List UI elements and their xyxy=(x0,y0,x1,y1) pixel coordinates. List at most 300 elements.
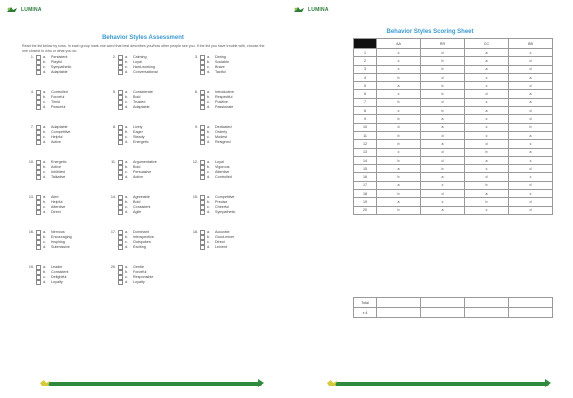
option-letter: c. xyxy=(207,205,210,210)
question-number: 6. xyxy=(194,90,198,95)
option-letter: d. xyxy=(125,245,129,250)
question-number: 12. xyxy=(192,160,198,165)
option-checkbox[interactable] xyxy=(36,70,41,75)
column-header: BB xyxy=(509,39,553,49)
table-row xyxy=(354,123,553,131)
total-input-cell[interactable] xyxy=(509,298,553,308)
question-block xyxy=(188,125,266,156)
question-block xyxy=(188,195,266,226)
table-row xyxy=(354,206,553,214)
lumina-logo-icon xyxy=(293,6,305,13)
score-cell: a xyxy=(377,165,421,173)
option-word: Dedicated xyxy=(215,125,232,130)
score-cell: b xyxy=(421,82,465,90)
option-letter: d. xyxy=(43,70,47,75)
assessment-instructions: Read the list below by rows. In each group mark one word that best describes you/how other people see you. If the list you have trouble with, choose the one closest to who or what you do. xyxy=(22,44,265,53)
score-cell: c xyxy=(377,65,421,73)
option-letter: d. xyxy=(125,140,129,145)
row-number: 16 xyxy=(354,173,377,181)
score-cell: c xyxy=(465,73,509,81)
score-cell: d xyxy=(509,198,553,206)
score-cell: c xyxy=(465,123,509,131)
table-row xyxy=(354,173,553,181)
option-letter: d. xyxy=(43,140,47,145)
score-cell: a xyxy=(377,181,421,189)
table-row xyxy=(354,82,553,90)
score-cell: a xyxy=(509,98,553,106)
score-cell: a xyxy=(421,123,465,131)
option-checkbox[interactable] xyxy=(118,280,123,285)
option-letter: b. xyxy=(43,235,47,240)
question-number: 10. xyxy=(28,160,34,165)
score-cell: b xyxy=(421,57,465,65)
score-cell: c xyxy=(509,156,553,164)
question-number: 1. xyxy=(30,55,34,60)
score-cell: c xyxy=(377,49,421,57)
option-row[interactable] xyxy=(188,140,266,145)
score-cell: d xyxy=(509,65,553,73)
score-cell: c xyxy=(465,98,509,106)
option-checkbox[interactable] xyxy=(36,210,41,215)
totals-table xyxy=(353,297,553,318)
scoring-page xyxy=(287,0,573,398)
option-word: Agile xyxy=(133,210,142,215)
option-word: Timid xyxy=(51,100,60,105)
option-word: Active xyxy=(51,165,62,170)
option-letter: b. xyxy=(125,130,129,135)
option-letter: d. xyxy=(207,175,211,180)
option-checkbox[interactable] xyxy=(36,280,41,285)
option-letter: b. xyxy=(207,130,211,135)
score-cell: b xyxy=(377,156,421,164)
question-block xyxy=(24,160,102,191)
score-cell: b xyxy=(465,198,509,206)
option-word: Cheerful xyxy=(215,205,229,210)
option-checkbox[interactable] xyxy=(36,245,41,250)
option-word: Passionate xyxy=(215,105,234,110)
option-letter: a. xyxy=(125,195,129,200)
option-word: Bold xyxy=(133,200,141,205)
option-letter: c. xyxy=(207,240,210,245)
option-row[interactable] xyxy=(188,105,266,110)
option-letter: d. xyxy=(43,210,47,215)
option-letter: c. xyxy=(207,100,210,105)
option-row[interactable] xyxy=(188,210,266,215)
option-word: Submissive xyxy=(51,245,70,250)
table-row xyxy=(354,73,553,81)
option-letter: d. xyxy=(207,210,211,215)
question-number: 15. xyxy=(192,195,198,200)
total-input-cell[interactable] xyxy=(421,298,465,308)
score-cell: d xyxy=(421,148,465,156)
row-number: 5 xyxy=(354,82,377,90)
option-letter: b. xyxy=(125,270,129,275)
table-row xyxy=(354,131,553,139)
option-word: Nervous xyxy=(51,230,65,235)
option-letter: c. xyxy=(43,135,46,140)
option-letter: c. xyxy=(125,170,128,175)
option-word: Helpful xyxy=(51,200,63,205)
brand-logo xyxy=(293,6,329,13)
assessment-title: Behavior Styles Assessment xyxy=(102,35,184,41)
option-checkbox[interactable] xyxy=(36,140,41,145)
option-checkbox[interactable] xyxy=(118,175,123,180)
option-word: Persistent xyxy=(51,55,68,60)
option-letter: a. xyxy=(43,55,47,60)
totals-label: x 4 xyxy=(354,308,377,318)
option-word: Dominant xyxy=(133,230,149,235)
option-word: Steady xyxy=(133,135,145,140)
option-row[interactable] xyxy=(106,280,184,285)
score-cell: c xyxy=(421,198,465,206)
score-cell: b xyxy=(421,65,465,73)
score-cell: c xyxy=(465,206,509,214)
option-letter: a. xyxy=(207,195,211,200)
question-block xyxy=(24,125,102,156)
option-letter: c. xyxy=(207,135,210,140)
option-row[interactable] xyxy=(24,210,102,215)
option-letter: b. xyxy=(43,130,47,135)
header-blank-cell xyxy=(354,39,377,49)
option-row[interactable] xyxy=(188,70,266,75)
score-cell: d xyxy=(421,131,465,139)
score-cell: a xyxy=(465,57,509,65)
option-letter: a. xyxy=(43,125,47,130)
question-block xyxy=(106,90,184,121)
option-checkbox[interactable] xyxy=(200,140,205,145)
option-word: Loyal xyxy=(133,60,142,65)
score-cell: c xyxy=(465,131,509,139)
assessment-page xyxy=(0,0,286,398)
option-word: Competitive xyxy=(51,130,71,135)
option-word: Vigorous xyxy=(215,165,230,170)
option-checkbox[interactable] xyxy=(200,70,205,75)
option-letter: c. xyxy=(207,170,210,175)
score-cell: d xyxy=(509,82,553,90)
score-cell: a xyxy=(377,82,421,90)
question-block xyxy=(106,125,184,156)
option-word: Tactful xyxy=(215,70,226,75)
score-cell: a xyxy=(421,173,465,181)
question-number: 8. xyxy=(112,125,116,130)
score-cell: c xyxy=(465,165,509,173)
option-checkbox[interactable] xyxy=(200,105,205,110)
row-number: 12 xyxy=(354,140,377,148)
option-letter: b. xyxy=(207,165,211,170)
option-row[interactable] xyxy=(24,245,102,250)
score-cell: b xyxy=(377,140,421,148)
option-word: Good-mixer xyxy=(215,235,235,240)
option-letter: c. xyxy=(125,100,128,105)
score-cell: c xyxy=(421,181,465,189)
score-cell: a xyxy=(509,73,553,81)
option-letter: a. xyxy=(125,265,129,270)
row-number: 3 xyxy=(354,65,377,73)
score-cell: d xyxy=(465,90,509,98)
option-word: Hard-working xyxy=(133,65,155,70)
option-letter: d. xyxy=(125,280,129,285)
option-checkbox[interactable] xyxy=(36,175,41,180)
option-checkbox[interactable] xyxy=(200,175,205,180)
option-word: Daring xyxy=(215,55,226,60)
option-checkbox[interactable] xyxy=(36,105,41,110)
question-block xyxy=(106,195,184,226)
option-row[interactable] xyxy=(106,70,184,75)
option-row[interactable] xyxy=(24,70,102,75)
option-row[interactable] xyxy=(24,140,102,145)
option-word: Bold xyxy=(133,95,141,100)
score-cell: c xyxy=(377,57,421,65)
score-cell: a xyxy=(377,198,421,206)
option-row[interactable] xyxy=(106,245,184,250)
question-block xyxy=(24,195,102,226)
option-word: Peaceful xyxy=(51,105,66,110)
score-cell: d xyxy=(465,173,509,181)
option-word: Loyalty xyxy=(51,280,63,285)
score-cell: a xyxy=(465,190,509,198)
score-cell: c xyxy=(509,190,553,198)
option-letter: b. xyxy=(125,165,129,170)
table-row xyxy=(354,140,553,148)
option-word: Energetic xyxy=(51,160,67,165)
option-word: Inhibited xyxy=(51,170,65,175)
scoring-table xyxy=(353,38,553,215)
logo-text: LUMINA xyxy=(21,6,42,13)
score-cell: a xyxy=(421,140,465,148)
row-number: 8 xyxy=(354,107,377,115)
option-row[interactable] xyxy=(106,105,184,110)
score-cell: b xyxy=(421,165,465,173)
score-cell: b xyxy=(421,107,465,115)
option-word: Attentive xyxy=(215,170,230,175)
score-cell: a xyxy=(509,90,553,98)
score-cell: c xyxy=(509,173,553,181)
option-row[interactable] xyxy=(106,175,184,180)
option-letter: a. xyxy=(207,90,211,95)
row-number: 20 xyxy=(354,206,377,214)
question-number: 16. xyxy=(28,230,34,235)
option-letter: c. xyxy=(43,240,46,245)
total-input-cell[interactable] xyxy=(377,298,421,308)
option-letter: d. xyxy=(207,140,211,145)
question-block xyxy=(106,265,184,296)
score-cell: d xyxy=(509,206,553,214)
score-cell: c xyxy=(377,90,421,98)
option-letter: c. xyxy=(43,100,46,105)
score-cell: c xyxy=(465,115,509,123)
score-cell: a xyxy=(421,206,465,214)
option-word: Adaptable xyxy=(133,105,150,110)
column-header: RR xyxy=(421,39,465,49)
score-cell: b xyxy=(465,181,509,189)
option-word: Talkative xyxy=(51,175,66,180)
option-checkbox[interactable] xyxy=(118,210,123,215)
option-word: Alert xyxy=(51,195,59,200)
total-input-cell[interactable] xyxy=(465,298,509,308)
table-row xyxy=(354,49,553,57)
option-letter: d. xyxy=(43,245,47,250)
row-number: 13 xyxy=(354,148,377,156)
option-letter: a. xyxy=(207,160,211,165)
option-row[interactable] xyxy=(106,210,184,215)
option-word: Lively xyxy=(133,125,143,130)
option-letter: b. xyxy=(43,165,47,170)
option-word: Sympathetic xyxy=(51,65,72,70)
option-word: Lenient xyxy=(215,245,228,250)
score-cell: b xyxy=(465,148,509,156)
row-number: 2 xyxy=(354,57,377,65)
question-number: 9. xyxy=(194,125,198,130)
question-number: 20. xyxy=(110,265,116,270)
option-letter: c. xyxy=(125,135,128,140)
option-letter: a. xyxy=(125,230,129,235)
score-cell: b xyxy=(377,173,421,181)
option-row[interactable] xyxy=(106,140,184,145)
option-letter: d. xyxy=(125,105,129,110)
score-cell: d xyxy=(421,98,465,106)
table-row xyxy=(354,156,553,164)
footer-banner xyxy=(327,379,553,388)
option-letter: b. xyxy=(125,95,129,100)
score-cell: d xyxy=(421,190,465,198)
option-word: Agreeable xyxy=(133,195,150,200)
totals-row xyxy=(354,308,553,318)
option-word: Introductive xyxy=(215,90,235,95)
option-word: Considerate xyxy=(133,90,153,95)
question-number: 5. xyxy=(112,90,116,95)
question-number: 4. xyxy=(30,90,34,95)
question-number: 11. xyxy=(111,160,116,165)
option-word: Sociable xyxy=(215,60,230,65)
option-word: Outspoken xyxy=(133,240,151,245)
option-word: Controlled xyxy=(51,90,68,95)
score-cell: d xyxy=(421,156,465,164)
total-input-cell[interactable] xyxy=(509,308,553,318)
option-word: Modest xyxy=(215,135,228,140)
total-input-cell[interactable] xyxy=(377,308,421,318)
option-letter: b. xyxy=(43,95,47,100)
option-letter: c. xyxy=(125,275,128,280)
footer-banner-icon xyxy=(327,379,553,388)
option-word: Attentive xyxy=(51,205,66,210)
score-cell: c xyxy=(465,82,509,90)
option-checkbox[interactable] xyxy=(200,245,205,250)
score-cell: a xyxy=(465,49,509,57)
row-number: 14 xyxy=(354,156,377,164)
option-letter: b. xyxy=(43,60,47,65)
option-word: Direct xyxy=(51,210,61,215)
option-word: Bold xyxy=(133,165,141,170)
table-row xyxy=(354,90,553,98)
option-letter: d. xyxy=(125,175,129,180)
scoring-title: Behavior Styles Scoring Sheet xyxy=(386,29,474,35)
option-letter: c. xyxy=(43,170,46,175)
logo-text: LUMINA xyxy=(308,6,329,13)
option-letter: d. xyxy=(207,245,211,250)
option-letter: c. xyxy=(43,205,46,210)
question-block xyxy=(24,230,102,261)
option-row[interactable] xyxy=(24,175,102,180)
option-checkbox[interactable] xyxy=(118,245,123,250)
score-cell: a xyxy=(421,115,465,123)
option-letter: a. xyxy=(125,125,129,130)
column-header: CC xyxy=(465,39,509,49)
score-cell: a xyxy=(465,107,509,115)
question-block xyxy=(106,230,184,261)
row-number: 15 xyxy=(354,165,377,173)
option-word: Persuasive xyxy=(133,170,152,175)
option-word: Orderly xyxy=(215,130,228,135)
score-cell: d xyxy=(509,57,553,65)
total-input-cell[interactable] xyxy=(465,308,509,318)
option-letter: d. xyxy=(125,70,129,75)
option-letter: c. xyxy=(125,240,128,245)
score-cell: b xyxy=(377,190,421,198)
option-word: Calming xyxy=(133,55,147,60)
option-word: Helpful xyxy=(51,135,63,140)
option-letter: b. xyxy=(43,270,47,275)
option-row[interactable] xyxy=(188,245,266,250)
option-checkbox[interactable] xyxy=(200,210,205,215)
option-checkbox[interactable] xyxy=(118,105,123,110)
table-row xyxy=(354,98,553,106)
question-grid xyxy=(24,55,266,296)
question-block xyxy=(24,90,102,121)
table-row xyxy=(354,65,553,73)
option-letter: a. xyxy=(43,230,47,235)
option-word: Argumentative xyxy=(133,160,157,165)
option-word: Accurate xyxy=(215,230,230,235)
option-letter: b. xyxy=(125,60,129,65)
option-row[interactable] xyxy=(24,105,102,110)
score-cell: c xyxy=(377,107,421,115)
option-checkbox[interactable] xyxy=(118,140,123,145)
row-number: 6 xyxy=(354,90,377,98)
option-word: Conversational xyxy=(133,70,158,75)
option-row[interactable] xyxy=(188,175,266,180)
option-letter: b. xyxy=(207,95,211,100)
table-row xyxy=(354,165,553,173)
question-block xyxy=(188,230,266,261)
score-cell: d xyxy=(421,49,465,57)
total-input-cell[interactable] xyxy=(421,308,465,318)
option-word: Brave xyxy=(215,65,225,70)
option-word: Loyal xyxy=(215,160,224,165)
option-word: Leader xyxy=(51,265,63,270)
option-letter: a. xyxy=(207,55,211,60)
question-block xyxy=(106,55,184,86)
option-word: Sympathetic xyxy=(215,210,236,215)
option-letter: a. xyxy=(43,90,47,95)
option-letter: a. xyxy=(125,90,129,95)
score-cell: b xyxy=(421,90,465,98)
option-word: Playful xyxy=(51,60,63,65)
option-word: Exciting xyxy=(133,245,146,250)
option-checkbox[interactable] xyxy=(118,70,123,75)
footer-banner-icon xyxy=(40,379,266,388)
question-number: 2. xyxy=(112,55,116,60)
option-row[interactable] xyxy=(24,280,102,285)
option-letter: d. xyxy=(125,210,129,215)
option-word: Loyalty xyxy=(133,280,145,285)
row-number: 17 xyxy=(354,181,377,189)
brand-logo xyxy=(6,6,42,13)
option-letter: d. xyxy=(207,70,211,75)
question-number: 7. xyxy=(30,125,34,130)
option-word: Controlled xyxy=(215,175,232,180)
option-word: Adaptable xyxy=(51,125,68,130)
table-row xyxy=(354,181,553,189)
